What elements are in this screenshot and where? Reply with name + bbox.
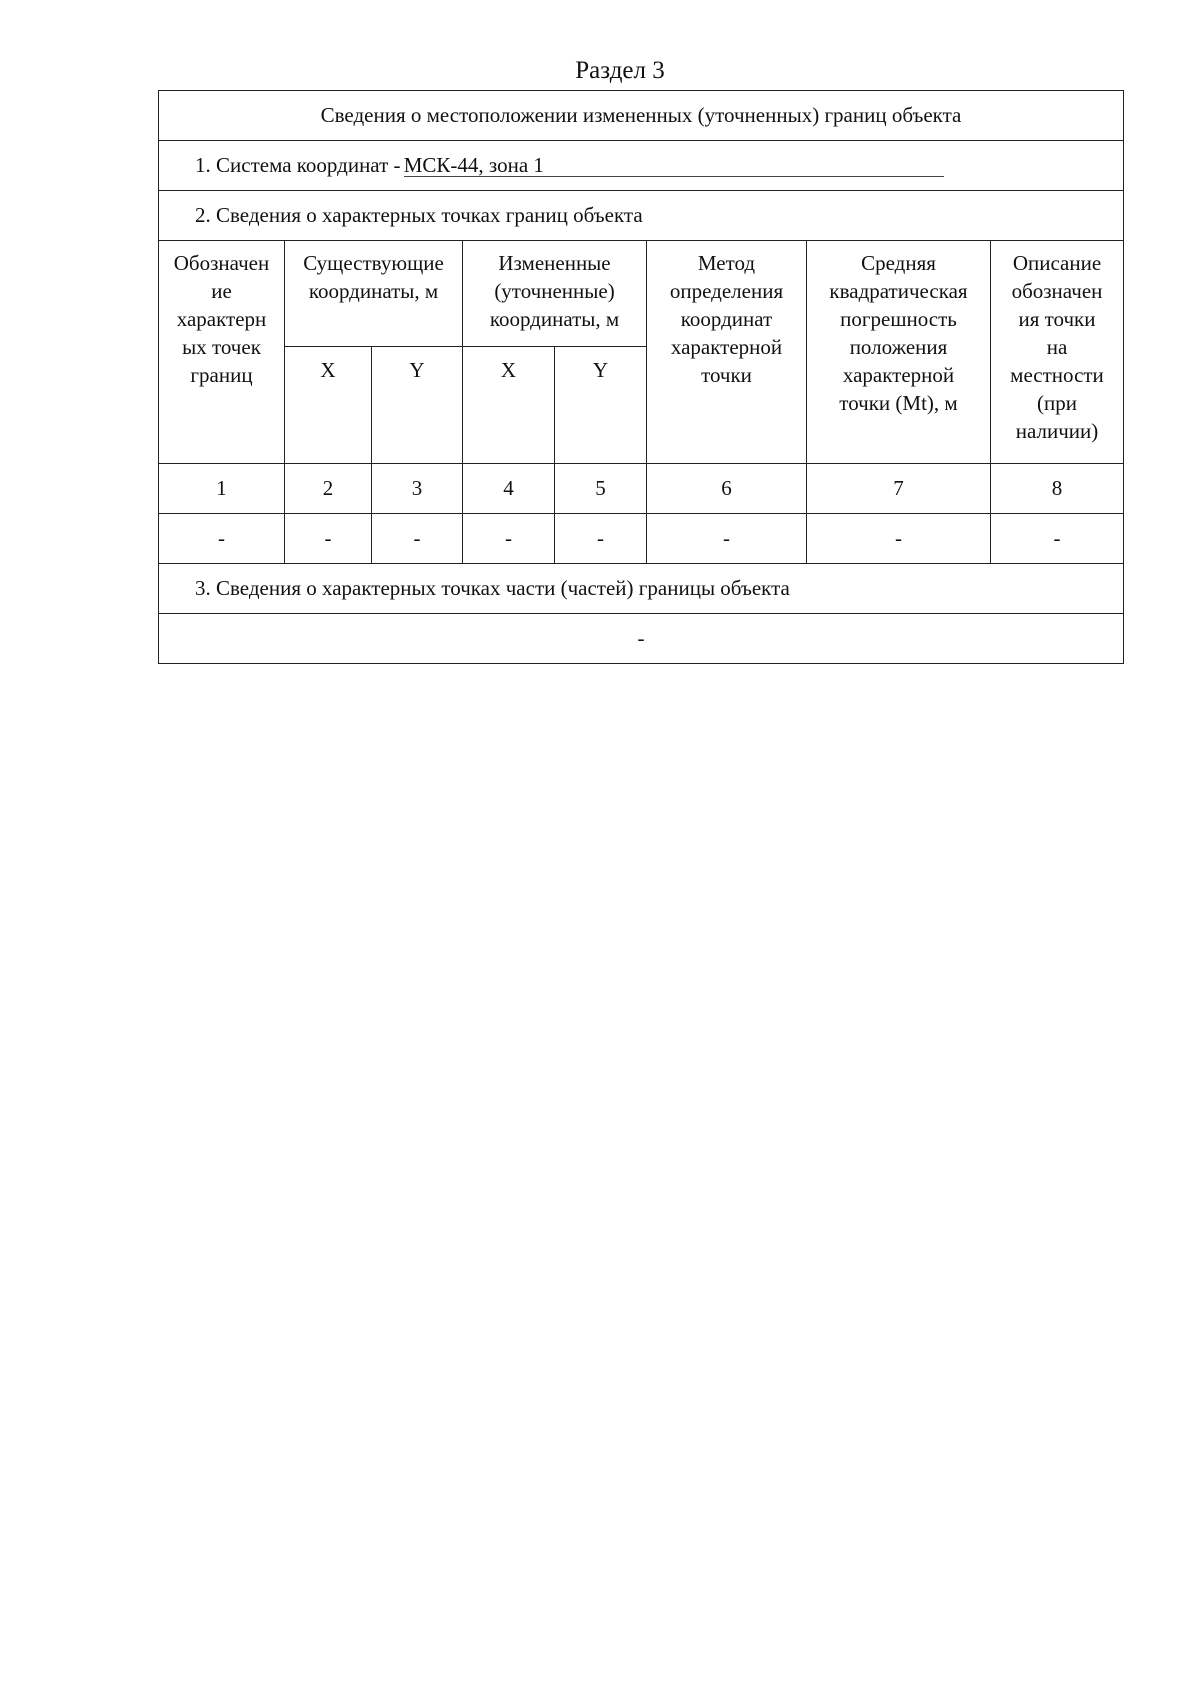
boundary-table xyxy=(158,90,1124,664)
points-heading: 2. Сведения о характерных точках границ объекта xyxy=(159,191,1124,241)
table-cell: - xyxy=(285,514,372,564)
table-cell: - xyxy=(807,514,991,564)
table-cell: - xyxy=(159,514,285,564)
column-number: 5 xyxy=(555,464,647,514)
col-existing-coords-header: Существующие координаты, м xyxy=(285,241,463,347)
table-cell: - xyxy=(991,514,1124,564)
sub-col-existing-x: X xyxy=(285,347,372,464)
column-number: 8 xyxy=(991,464,1124,514)
sub-col-existing-y: Y xyxy=(372,347,463,464)
table-row xyxy=(159,514,1124,564)
table-cell: - xyxy=(463,514,555,564)
col-designation-header: Обозначен ие характерн ых точек границ xyxy=(159,241,285,464)
col-changed-coords-header: Измененные (уточненные) координаты, м xyxy=(463,241,647,347)
col-method-header: Метод определения координат характерной точки xyxy=(647,241,807,464)
table-cell: - xyxy=(555,514,647,564)
col-description-header: Описание обозначен ия точки на местности (при наличии) xyxy=(991,241,1124,464)
column-number: 3 xyxy=(372,464,463,514)
section-title: Раздел 3 xyxy=(575,57,665,84)
coord-system-row xyxy=(159,141,1124,191)
sub-col-changed-y: Y xyxy=(555,347,647,464)
sub-col-changed-x: X xyxy=(463,347,555,464)
table-cell: - xyxy=(372,514,463,564)
column-number: 7 xyxy=(807,464,991,514)
coord-system-label: 1. Система координат - xyxy=(195,153,406,177)
parts-value: - xyxy=(159,614,1124,664)
parts-heading: 3. Сведения о характерных точках части (частей) границы объекта xyxy=(159,564,1124,614)
column-number: 1 xyxy=(159,464,285,514)
column-number: 2 xyxy=(285,464,372,514)
coord-system-value: МСК-44, зона 1 xyxy=(404,154,944,177)
table-title: Сведения о местоположении измененных (уточненных) границ объекта xyxy=(159,91,1124,141)
column-number: 4 xyxy=(463,464,555,514)
column-number-row xyxy=(159,464,1124,514)
table-cell: - xyxy=(647,514,807,564)
col-error-header: Средняя квадратическая погрешность положения характерной точки (Mt), м xyxy=(807,241,991,464)
column-number: 6 xyxy=(647,464,807,514)
